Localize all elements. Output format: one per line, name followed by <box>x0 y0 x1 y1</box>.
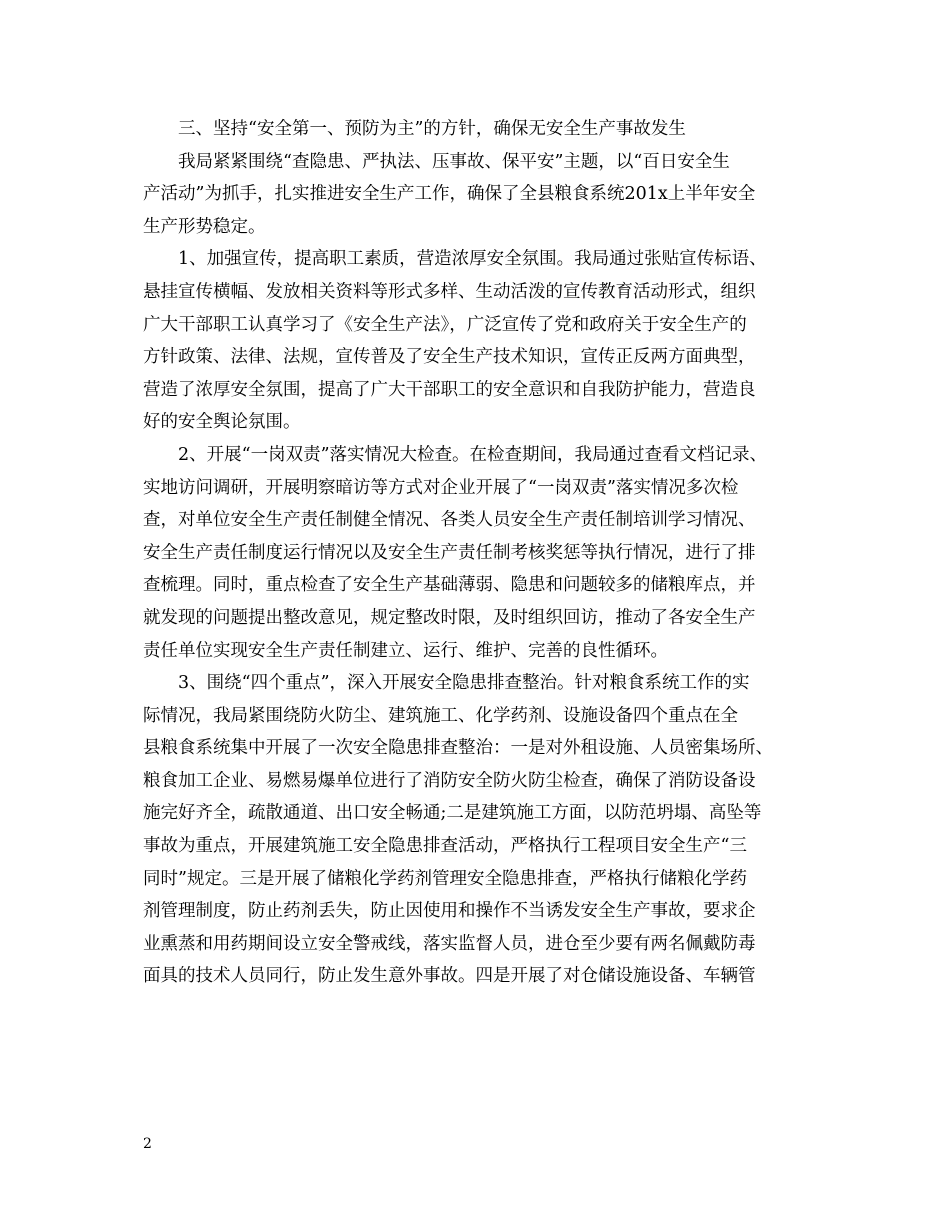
text-line: 粮食加工企业、易燃易爆单位进行了消防安全防火防尘检查，确保了消防设备设 <box>143 770 756 791</box>
text-line: 责任单位实现安全生产责任制建立、运行、维护、完善的良性循环。 <box>143 640 668 661</box>
text-line: 实地访问调研，开展明察暗访等方式对企业开展了“一岗双责”落实情况多次检 <box>143 477 739 498</box>
text-line: 际情况，我局紧围绕防火防尘、建筑施工、化学药剂、设施设备四个重点在全 <box>143 705 738 726</box>
page-number: 2 <box>143 1136 152 1152</box>
text-line: 好的安全舆论氛围。 <box>143 412 301 433</box>
text-line: 施完好齐全，疏散通道、出口安全畅通;二是建筑施工方面，以防范坍塌、高坠等 <box>143 803 762 824</box>
text-line: 安全生产责任制度运行情况以及安全生产责任制考核奖惩等执行情况，进行了排 <box>143 542 756 563</box>
text-line: 同时”规定。三是开展了储粮化学药剂管理安全隐患排查，严格执行储粮化学药 <box>143 868 747 889</box>
text-line: 3、围绕“四个重点”，深入开展安全隐患排查整治。针对粮食系统工作的实 <box>178 673 750 694</box>
text-line: 1、加强宣传，提高职工素质，营造浓厚安全氛围。我局通过张贴宣传标语、 <box>178 249 767 270</box>
text-line: 就发现的问题提出整改意见，规定整改时限，及时组织回访，推动了各安全生产 <box>143 607 756 628</box>
text-line: 面具的技术人员同行，防止发生意外事故。四是开展了对仓储设施设备、车辆管 <box>143 966 756 987</box>
text-line: 三、坚持“安全第一、预防为主”的方针，确保无安全生产事故发生 <box>178 119 686 139</box>
body-text <box>143 113 811 993</box>
text-line: 2、开展“一岗双责”落实情况大检查。在检查期间，我局通过查看文档记录、 <box>178 444 768 465</box>
text-line: 广大干部职工认真学习了《安全生产法》，广泛宣传了党和政府关于安全生产的 <box>143 314 747 335</box>
text-line: 方针政策、法律、法规，宣传普及了安全生产技术知识，宣传正反两方面典型， <box>143 347 756 368</box>
text-line: 生产形势稳定。 <box>143 216 266 237</box>
text-line: 营造了浓厚安全氛围，提高了广大干部职工的安全意识和自我防护能力，营造良 <box>143 379 756 400</box>
text-line: 业熏蒸和用药期间设立安全警戒线，落实监督人员，进仓至少要有两名佩戴防毒 <box>143 933 756 954</box>
text-line: 我局紧紧围绕“查隐患、严执法、压事故、保平安”主题，以“百日安全生 <box>178 151 730 172</box>
text-line: 查，对单位安全生产责任制健全情况、各类人员安全生产责任制培训学习情况、 <box>143 510 756 531</box>
text-line: 悬挂宣传横幅、发放相关资料等形式多样、生动活泼的宣传教育活动形式，组织 <box>143 281 756 302</box>
text-line: 县粮食系统集中开展了一次安全隐患排查整治：一是对外租设施、人员密集场所、 <box>143 738 773 759</box>
text-line: 查梳理。同时，重点检查了安全生产基础薄弱、隐患和问题较多的储粮库点，并 <box>143 575 756 596</box>
text-line: 剂管理制度，防止药剂丢失，防止因使用和操作不当诱发安全生产事故，要求企 <box>143 901 756 922</box>
text-line: 产活动”为抓手，扎实推进安全生产工作，确保了全县粮食系统201x上半年安全 <box>143 184 756 205</box>
text-line: 事故为重点，开展建筑施工安全隐患排查活动，严格执行工程项目安全生产“三 <box>143 836 747 857</box>
